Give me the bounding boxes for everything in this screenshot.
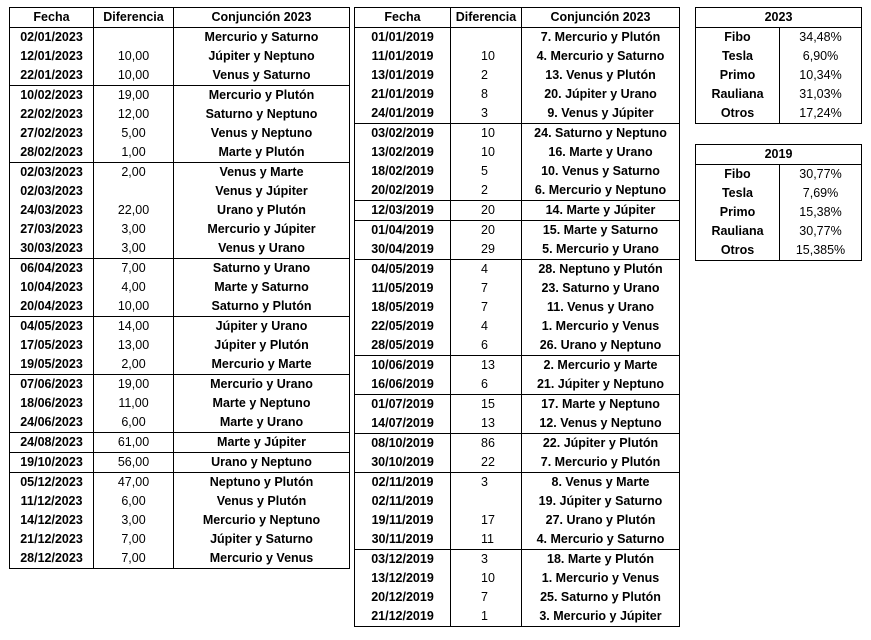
difference-cell: 4 [451,317,522,336]
summary-row [696,222,862,241]
conjunction-cell: Mercurio y Neptuno [202,513,321,527]
conjunction-cell: 25. Saturno y Plutón [540,590,661,604]
date-cell: 06/04/2023 [10,259,94,279]
table-row [10,86,350,106]
date-cell: 10/04/2023 [10,278,94,297]
difference-cell [94,182,174,201]
table-row [355,375,680,395]
table-row [10,492,350,511]
date-cell: 21/12/2023 [10,530,94,549]
table-row [10,530,350,549]
difference-cell [94,28,174,48]
date-cell: 18/02/2019 [355,162,451,181]
table-row [355,260,680,280]
table-row [355,28,680,48]
table-row [355,569,680,588]
conjunction-cell: 26. Urano y Neptuno [539,338,662,352]
conjunction-cell: Venus y Plutón [216,494,307,508]
table-row [355,588,680,607]
conjunction-cell: 12. Venus y Neptuno [539,416,662,430]
category-label: Primo [696,66,780,85]
summary-row [696,184,862,203]
conjunction-cell: 23. Saturno y Urano [541,281,660,295]
difference-cell: 7 [451,279,522,298]
conjunction-cell: 2. Mercurio y Marte [522,356,680,376]
difference-cell: 10 [451,569,522,588]
table-row [355,298,680,317]
difference-cell: 19,00 [94,375,174,395]
table-row [10,163,350,183]
date-cell: 02/11/2019 [355,473,451,493]
date-cell: 20/02/2019 [355,181,451,201]
date-cell: 12/01/2023 [10,47,94,66]
conjunction-cell: 21. Júpiter y Neptuno [536,377,665,391]
difference-cell: 8 [451,85,522,104]
difference-cell: 3,00 [94,511,174,530]
conjunction-cell: Urano y Neptuno [174,453,350,473]
date-cell: 08/10/2019 [355,434,451,454]
summary-body [696,28,862,124]
conjunctions-2019-table [354,7,680,627]
date-cell: 07/06/2023 [10,375,94,395]
difference-cell: 5,00 [94,124,174,143]
difference-cell: 7 [451,588,522,607]
date-cell: 28/12/2023 [10,549,94,569]
percentage-value: 34,48% [799,30,842,44]
table-row [10,473,350,493]
header-row [10,8,350,28]
conjunction-cell: Júpiter y Saturno [210,532,313,546]
difference-cell: 56,00 [94,453,174,473]
difference-cell: 13 [451,356,522,376]
difference-cell: 2 [451,66,522,85]
date-cell: 17/05/2023 [10,336,94,355]
difference-cell: 6,00 [94,413,174,433]
date-cell: 22/05/2019 [355,317,451,336]
conjunction-cell: 1. Mercurio y Venus [541,571,660,585]
conjunction-cell: Mercurio y Saturno [204,30,319,44]
table-body [355,28,680,627]
date-cell: 19/10/2023 [10,453,94,473]
date-cell: 19/11/2019 [355,511,451,530]
difference-cell: 47,00 [94,473,174,493]
conjunction-cell: Venus y Júpiter [215,184,308,198]
table-row [355,473,680,493]
table-row [10,239,350,259]
category-label: Fibo [696,165,780,185]
table-row [10,47,350,66]
date-cell: 24/06/2023 [10,413,94,433]
difference-cell: 6,00 [94,492,174,511]
conjunction-cell: 4. Mercurio y Saturno [536,49,665,63]
difference-cell: 7,00 [94,259,174,279]
conjunction-cell: 16. Marte y Urano [548,145,653,159]
difference-cell: 15 [451,395,522,415]
table-row [10,28,350,48]
summary-body [696,165,862,261]
conjunction-cell: Marte y Plutón [218,145,305,159]
conjunction-cell: 3. Mercurio y Júpiter [539,609,662,623]
header-diferencia: Diferencia [94,8,174,28]
table-row [355,85,680,104]
date-cell: 18/06/2023 [10,394,94,413]
conjunction-cell: Saturno y Neptuno [205,107,318,121]
conjunction-cell: 6. Mercurio y Neptuno [534,183,667,197]
table-row [355,221,680,241]
conjunction-cell: Marte y Saturno [214,280,309,294]
date-cell: 13/12/2019 [355,569,451,588]
table-row [355,336,680,356]
conjunction-cell: Neptuno y Plutón [174,473,350,493]
date-cell: 12/03/2019 [355,201,451,221]
date-cell: 10/02/2023 [10,86,94,106]
table-row [10,413,350,433]
conjunction-cell: 13. Venus y Plutón [545,68,656,82]
table-row [10,375,350,395]
conjunction-cell: Mercurio y Plutón [174,86,350,106]
conjunction-cell: Saturno y Urano [174,259,350,279]
conjunction-cell: 1. Mercurio y Venus [541,319,660,333]
difference-cell: 11,00 [94,394,174,413]
difference-cell: 5 [451,162,522,181]
table-row [10,278,350,297]
difference-cell: 17 [451,511,522,530]
conjunction-cell: 9. Venus y Júpiter [547,106,654,120]
difference-cell: 7,00 [94,549,174,569]
difference-cell: 13,00 [94,336,174,355]
conjunction-cell: 15. Marte y Saturno [522,221,680,241]
conjunction-cell: Júpiter y Neptuno [208,49,315,63]
header-conjuncion: Conjunción 2023 [174,8,350,28]
date-cell: 24/08/2023 [10,433,94,453]
conjunction-cell: Venus y Marte [174,163,350,183]
difference-cell: 4 [451,260,522,280]
date-cell: 27/02/2023 [10,124,94,143]
date-cell: 20/04/2023 [10,297,94,317]
table-row [10,201,350,220]
conjunction-cell: 27. Urano y Plutón [545,513,656,527]
difference-cell: 11 [451,530,522,550]
table-row [355,104,680,124]
difference-cell: 10,00 [94,297,174,317]
difference-cell: 10 [451,143,522,162]
difference-cell: 20 [451,201,522,221]
difference-cell: 10,00 [94,47,174,66]
difference-cell: 10 [451,47,522,66]
table-row [355,143,680,162]
table-row [355,395,680,415]
conjunction-cell: Marte y Neptuno [212,396,311,410]
date-cell: 01/04/2019 [355,221,451,241]
difference-cell: 22 [451,453,522,473]
table-row [10,336,350,355]
difference-cell: 3,00 [94,239,174,259]
conjunction-cell: 4. Mercurio y Saturno [536,532,665,546]
conjunction-cell: 19. Júpiter y Saturno [538,494,663,508]
date-cell: 04/05/2019 [355,260,451,280]
difference-cell: 2,00 [94,163,174,183]
difference-cell: 6 [451,375,522,395]
difference-cell [451,28,522,48]
category-label: Tesla [696,47,780,66]
conjunction-cell: 7. Mercurio y Plutón [540,30,661,44]
table-row [10,549,350,569]
summary-2019-table [695,144,862,261]
date-cell: 11/01/2019 [355,47,451,66]
table-row [10,105,350,124]
date-cell: 16/06/2019 [355,375,451,395]
table-row [355,492,680,511]
difference-cell: 3,00 [94,220,174,239]
date-cell: 22/01/2023 [10,66,94,86]
date-cell: 30/11/2019 [355,530,451,550]
difference-cell: 3 [451,473,522,493]
difference-cell: 61,00 [94,433,174,453]
summary-header-row [696,145,862,165]
percentage-value: 30,77% [799,167,842,181]
category-label: Rauliana [696,222,780,241]
date-cell: 02/11/2019 [355,492,451,511]
table-row [355,434,680,454]
conjunction-cell: 17. Marte y Neptuno [522,395,680,415]
conjunction-cell: 20. Júpiter y Urano [544,87,657,101]
table-row [355,181,680,201]
header-diferencia: Diferencia [451,8,522,28]
difference-cell: 1,00 [94,143,174,163]
category-label: Primo [696,203,780,222]
difference-cell: 13 [451,414,522,434]
table-row [355,414,680,434]
conjunction-cell: Marte y Urano [219,415,304,429]
conjunction-cell: Saturno y Plutón [211,299,312,313]
difference-cell: 2,00 [94,355,174,375]
table-row [355,511,680,530]
table-row [10,453,350,473]
conjunction-cell: 24. Saturno y Neptuno [522,124,680,144]
date-cell: 30/03/2023 [10,239,94,259]
table-row [355,240,680,260]
date-cell: 19/05/2023 [10,355,94,375]
date-cell: 18/05/2019 [355,298,451,317]
conjunction-cell: 11. Venus y Urano [547,300,654,314]
table-row [10,297,350,317]
difference-cell: 10 [451,124,522,144]
date-cell: 01/01/2019 [355,28,451,48]
conjunction-cell: Urano y Plutón [217,203,306,217]
percentage-value: 10,34% [799,68,842,82]
table-row [10,66,350,86]
table-row [355,66,680,85]
difference-cell [451,492,522,511]
conjunction-cell: Mercurio y Venus [209,551,314,565]
category-label: Tesla [696,184,780,203]
table-row [10,124,350,143]
conjunction-cell: Venus y Neptuno [210,126,313,140]
percentage-value: 15,38% [799,205,842,219]
table-row [355,607,680,627]
header-fecha: Fecha [10,8,94,28]
summary-row [696,47,862,66]
summary-title: 2019 [696,145,862,165]
header-conjuncion: Conjunción 2023 [522,8,680,28]
summary-row [696,203,862,222]
difference-cell: 22,00 [94,201,174,220]
date-cell: 28/05/2019 [355,336,451,356]
conjunction-cell: Mercurio y Urano [174,375,350,395]
conjunction-cell: 5. Mercurio y Urano [542,242,659,256]
conjunction-cell: Venus y Saturno [212,68,311,82]
date-cell: 04/05/2023 [10,317,94,337]
date-cell: 20/12/2019 [355,588,451,607]
difference-cell: 2 [451,181,522,201]
summary-row [696,28,862,48]
table-row [355,530,680,550]
difference-cell: 86 [451,434,522,454]
summary-row [696,104,862,124]
table-row [355,279,680,298]
conjunction-cell: Mercurio y Júpiter [207,222,316,236]
table-row [10,394,350,413]
conjunction-cell: 22. Júpiter y Plutón [522,434,680,454]
date-cell: 03/02/2019 [355,124,451,144]
percentage-value: 30,77% [799,224,842,238]
date-cell: 24/03/2023 [10,201,94,220]
table-row [10,182,350,201]
date-cell: 10/06/2019 [355,356,451,376]
table-row [10,317,350,337]
date-cell: 27/03/2023 [10,220,94,239]
difference-cell: 3 [451,104,522,124]
conjunction-cell: 14. Marte y Júpiter [522,201,680,221]
summary-title: 2023 [696,8,862,28]
date-cell: 13/02/2019 [355,143,451,162]
table-row [10,259,350,279]
category-label: Otros [696,241,780,261]
table-row [355,317,680,336]
summary-row [696,241,862,261]
table-row [355,453,680,473]
conjunction-cell: 28. Neptuno y Plutón [522,260,680,280]
date-cell: 01/07/2019 [355,395,451,415]
table-row [355,124,680,144]
percentage-value: 7,69% [802,186,839,200]
summary-2023-table [695,7,862,124]
date-cell: 03/12/2019 [355,550,451,570]
date-cell: 02/03/2023 [10,182,94,201]
conjunction-cell: 10. Venus y Saturno [541,164,660,178]
conjunction-cell: 8. Venus y Marte [522,473,680,493]
table-row [355,47,680,66]
conjunctions-2023-table [9,7,350,569]
date-cell: 02/03/2023 [10,163,94,183]
table-row [10,143,350,163]
summary-row [696,85,862,104]
table-row [355,356,680,376]
conjunction-cell: Marte y Júpiter [174,433,350,453]
summary-row [696,66,862,85]
date-cell: 30/10/2019 [355,453,451,473]
date-cell: 28/02/2023 [10,143,94,163]
date-cell: 24/01/2019 [355,104,451,124]
date-cell: 22/02/2023 [10,105,94,124]
conjunction-cell: Venus y Urano [218,241,305,255]
table-row [355,162,680,181]
date-cell: 11/05/2019 [355,279,451,298]
table-row [10,511,350,530]
table-row [10,355,350,375]
date-cell: 11/12/2023 [10,492,94,511]
conjunction-cell: Mercurio y Marte [211,357,312,371]
category-label: Rauliana [696,85,780,104]
difference-cell: 19,00 [94,86,174,106]
date-cell: 14/07/2019 [355,414,451,434]
difference-cell: 29 [451,240,522,260]
table-row [10,220,350,239]
date-cell: 02/01/2023 [10,28,94,48]
date-cell: 13/01/2019 [355,66,451,85]
header-row [355,8,680,28]
date-cell: 21/12/2019 [355,607,451,627]
difference-cell: 3 [451,550,522,570]
difference-cell: 14,00 [94,317,174,337]
difference-cell: 20 [451,221,522,241]
difference-cell: 12,00 [94,105,174,124]
table-body [10,28,350,569]
table-row [355,550,680,570]
category-label: Otros [696,104,780,124]
conjunction-cell: 7. Mercurio y Plutón [540,455,661,469]
percentage-value: 17,24% [799,106,842,120]
conjunction-cell: 18. Marte y Plutón [522,550,680,570]
date-cell: 05/12/2023 [10,473,94,493]
percentage-value: 31,03% [799,87,842,101]
header-fecha: Fecha [355,8,451,28]
category-label: Fibo [696,28,780,48]
table-row [10,433,350,453]
date-cell: 30/04/2019 [355,240,451,260]
percentage-value: 6,90% [802,49,839,63]
conjunction-cell: Júpiter y Plutón [214,338,309,352]
difference-cell: 4,00 [94,278,174,297]
summary-row [696,165,862,185]
date-cell: 21/01/2019 [355,85,451,104]
percentage-value: 15,385% [795,243,846,257]
date-cell: 14/12/2023 [10,511,94,530]
difference-cell: 6 [451,336,522,356]
summary-header-row [696,8,862,28]
difference-cell: 1 [451,607,522,627]
difference-cell: 10,00 [94,66,174,86]
table-row [355,201,680,221]
conjunction-cell: Júpiter y Urano [174,317,350,337]
difference-cell: 7,00 [94,530,174,549]
difference-cell: 7 [451,298,522,317]
